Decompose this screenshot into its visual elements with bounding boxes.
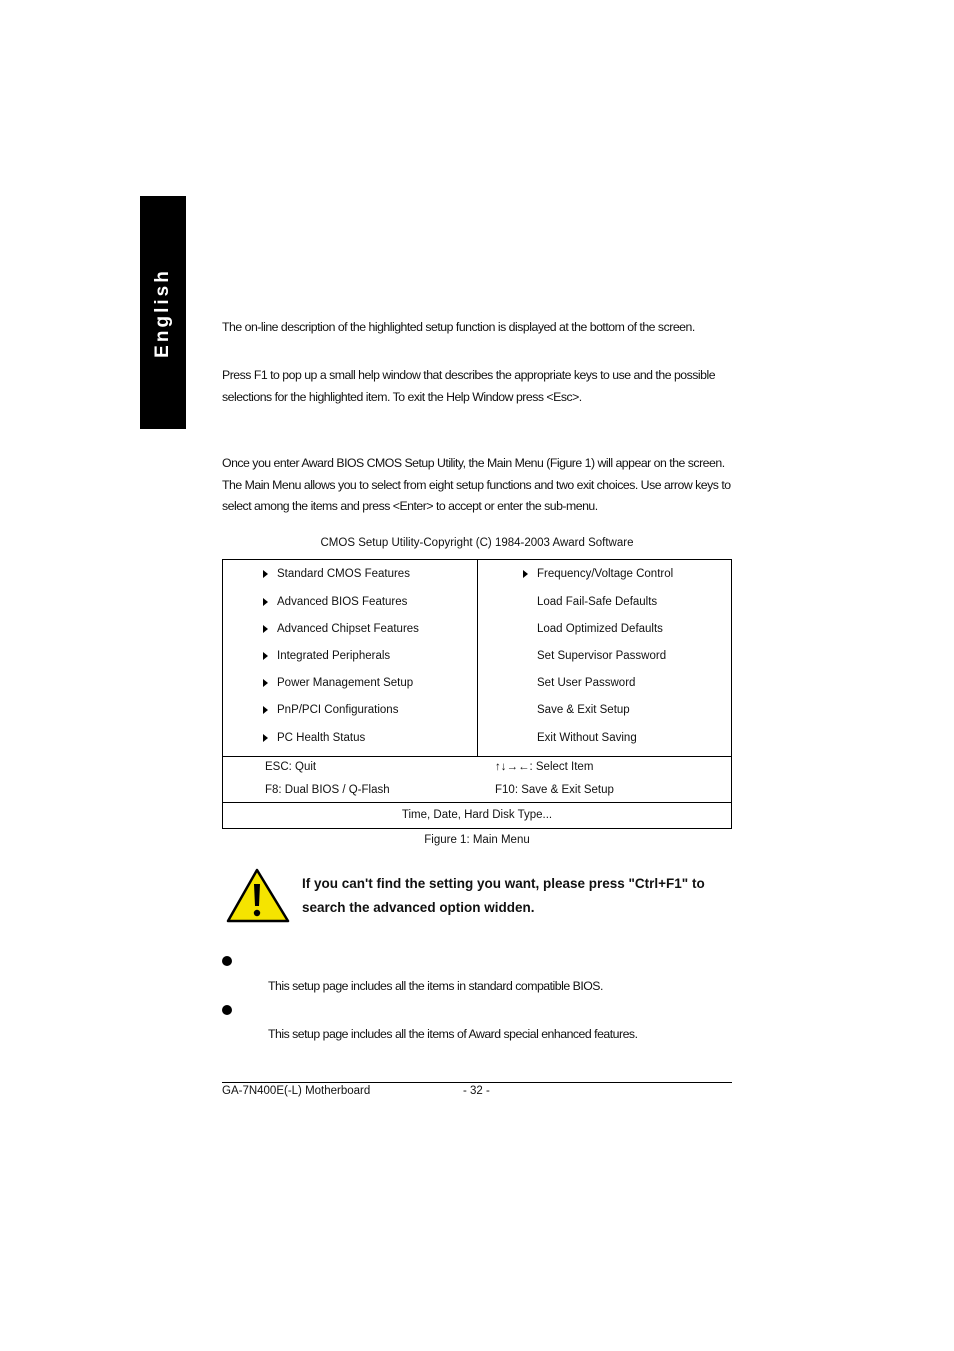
- menu-item-pnp-pci[interactable]: PnP/PCI Configurations: [263, 704, 398, 716]
- menu-item-power-management[interactable]: Power Management Setup: [263, 677, 413, 689]
- bullet-description-1: This setup page includes all the items in standard compatible BIOS.: [268, 979, 603, 993]
- triangle-right-icon: [263, 598, 268, 606]
- divider: [223, 756, 731, 757]
- bullet-description-2: This setup page includes all the items of Award special enhanced features.: [268, 1027, 638, 1041]
- footer-page-number: - 32 -: [463, 1085, 490, 1097]
- menu-item-frequency-voltage[interactable]: Frequency/Voltage Control: [523, 568, 673, 580]
- menu-item-advanced-chipset[interactable]: Advanced Chipset Features: [263, 623, 419, 635]
- warning-icon: [226, 868, 290, 924]
- divider: [223, 802, 731, 803]
- bios-right-column: [478, 560, 731, 756]
- menu-item-load-fail-safe[interactable]: Load Fail-Safe Defaults: [537, 596, 658, 608]
- bios-main-menu: [222, 559, 732, 829]
- status-line-description: The on-line description of the highlighted setup function is displayed at the bottom of the screen.: [222, 320, 695, 334]
- menu-item-load-optimized[interactable]: Load Optimized Defaults: [537, 623, 663, 635]
- menu-item-exit-without-saving[interactable]: Exit Without Saving: [537, 732, 637, 744]
- warning-line-1: If you can't find the setting you want, please press "Ctrl+F1" to: [302, 876, 705, 891]
- help-line-1: Press F1 to pop up a small help window that describes the appropriate keys to use and the possible: [222, 368, 716, 382]
- menu-item-user-password[interactable]: Set User Password: [537, 677, 636, 689]
- bullet-dot: [222, 956, 232, 966]
- key-hint-esc: ESC: Quit: [265, 761, 317, 773]
- menu-item-standard-cmos[interactable]: Standard CMOS Features: [263, 568, 410, 580]
- main-menu-paragraph: [222, 453, 734, 518]
- triangle-right-icon: [263, 679, 268, 687]
- triangle-right-icon: [263, 652, 268, 660]
- side-tab-label: English: [152, 267, 173, 358]
- footer-model: GA-7N400E(-L) Motherboard: [222, 1085, 371, 1097]
- warning-note: [302, 872, 732, 920]
- help-line-2: selections for the highlighted item. To exit the Help Window press <Esc>.: [222, 389, 582, 404]
- status-bar: Time, Date, Hard Disk Type...: [401, 809, 553, 821]
- main-menu-line-1: Once you enter Award BIOS CMOS Setup Utility, the Main Menu (Figure 1) will appear on the screen.: [222, 456, 725, 470]
- menu-item-pc-health[interactable]: PC Health Status: [263, 732, 365, 744]
- triangle-right-icon: [523, 570, 528, 578]
- bios-title: CMOS Setup Utility-Copyright (C) 1984-2003 Award Software: [320, 537, 634, 549]
- main-menu-line-2: The Main Menu allows you to select from eight setup functions and two exit choices. Use arrow keys to: [222, 477, 731, 492]
- triangle-right-icon: [263, 625, 268, 633]
- menu-item-integrated-peripherals[interactable]: Integrated Peripherals: [263, 650, 390, 662]
- bullet-dot: [222, 1005, 232, 1015]
- figure-caption: Figure 1: Main Menu: [424, 834, 530, 846]
- triangle-right-icon: [263, 570, 268, 578]
- bios-left-column: [223, 560, 478, 756]
- menu-item-save-exit[interactable]: Save & Exit Setup: [537, 704, 630, 716]
- key-hint-f10: F10: Save & Exit Setup: [495, 784, 614, 796]
- language-side-tab: [140, 196, 186, 429]
- triangle-right-icon: [263, 706, 268, 714]
- menu-item-advanced-bios[interactable]: Advanced BIOS Features: [263, 596, 407, 608]
- key-hint-select: ↑↓→←: Select Item: [495, 761, 594, 773]
- triangle-right-icon: [263, 734, 268, 742]
- warning-line-2: search the advanced option widden.: [302, 900, 535, 915]
- menu-item-supervisor-password[interactable]: Set Supervisor Password: [537, 650, 667, 662]
- footer-divider: [222, 1082, 732, 1083]
- main-menu-line-3: select among the items and press <Enter> to accept or enter the sub-menu.: [222, 499, 598, 513]
- help-paragraph: [222, 365, 734, 408]
- key-hint-f8: F8: Dual BIOS / Q-Flash: [265, 784, 390, 796]
